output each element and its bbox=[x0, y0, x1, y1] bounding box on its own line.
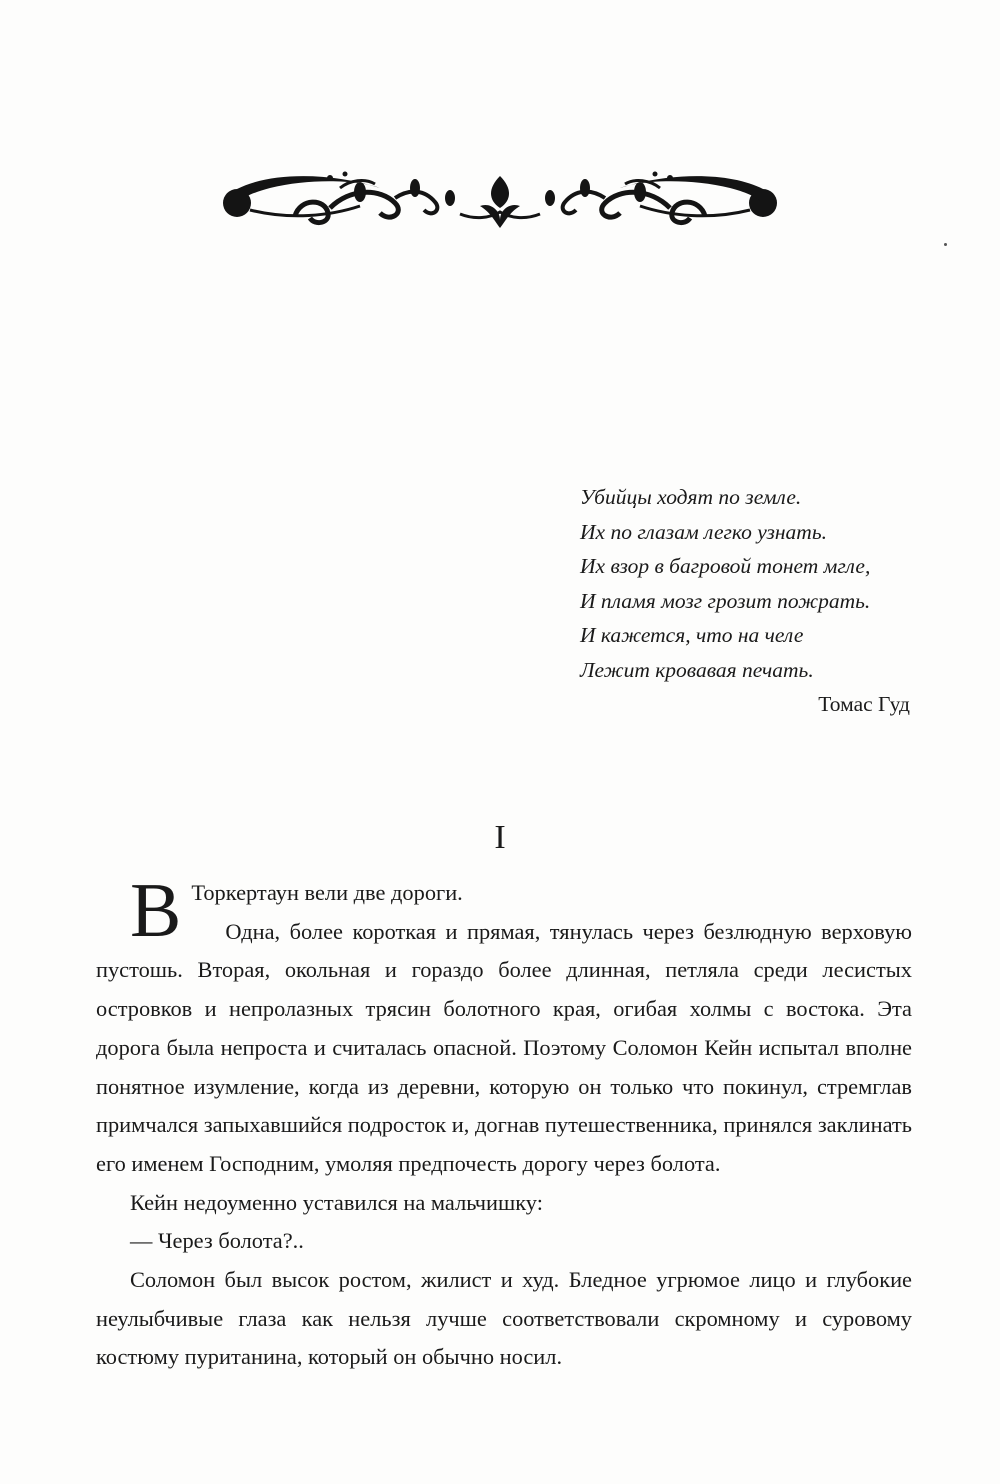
epigraph-line: Их по глазам легко узнать. bbox=[580, 519, 827, 544]
paragraph: — Через болота?.. bbox=[130, 1228, 304, 1254]
print-speck bbox=[944, 243, 947, 246]
paragraph: Одна, более короткая и прямая, тянулась через безлюдную верховую пустошь. Вторая, окольная и гораздо более длинная, петляла среди лесистых островков и непролазных трясин болотного края, огибая холмы с востока. Эта дорога была непроста и считалась опасной. Поэтому Соломон Кейн испытал вполне понятное изумление, когда из деревни, которую он только что покинул, стремглав примчался запыхавшийся подросток и, догнав путешественника, принялся заклинать его именем Господним, умоляя предпочесть дорогу через болота. bbox=[96, 918, 912, 1176]
epigraph-line: И пламя мозг грозит пожрать. bbox=[580, 588, 871, 613]
opening-paragraph bbox=[96, 867, 912, 953]
epigraph-line: Лежит кровавая печать. bbox=[580, 657, 814, 682]
epigraph bbox=[580, 480, 940, 722]
drop-cap: В bbox=[130, 867, 182, 953]
epigraph-line: И кажется, что на челе bbox=[580, 623, 804, 647]
chapter-number: I bbox=[494, 819, 506, 856]
paragraph: Соломон был высок ростом, жилист и худ. Бледное угрюмое лицо и глубокие неулыбчивые глаза как нельзя лучше соответствовали скромному и суровому костюму пуританина, который он обычно носил. bbox=[96, 1267, 912, 1370]
chapter-body bbox=[96, 867, 912, 1377]
epigraph-author: Томас Гуд bbox=[818, 692, 910, 716]
paragraph: Кейн недоуменно уставился на мальчишку: bbox=[130, 1189, 543, 1215]
opening-line: Торкертаун вели две дороги. bbox=[191, 880, 463, 905]
ornament-divider bbox=[210, 158, 790, 248]
epigraph-line: Их взор в багровой тонет мгле, bbox=[580, 554, 871, 578]
epigraph-line: Убийцы ходят по земле. bbox=[580, 485, 802, 509]
